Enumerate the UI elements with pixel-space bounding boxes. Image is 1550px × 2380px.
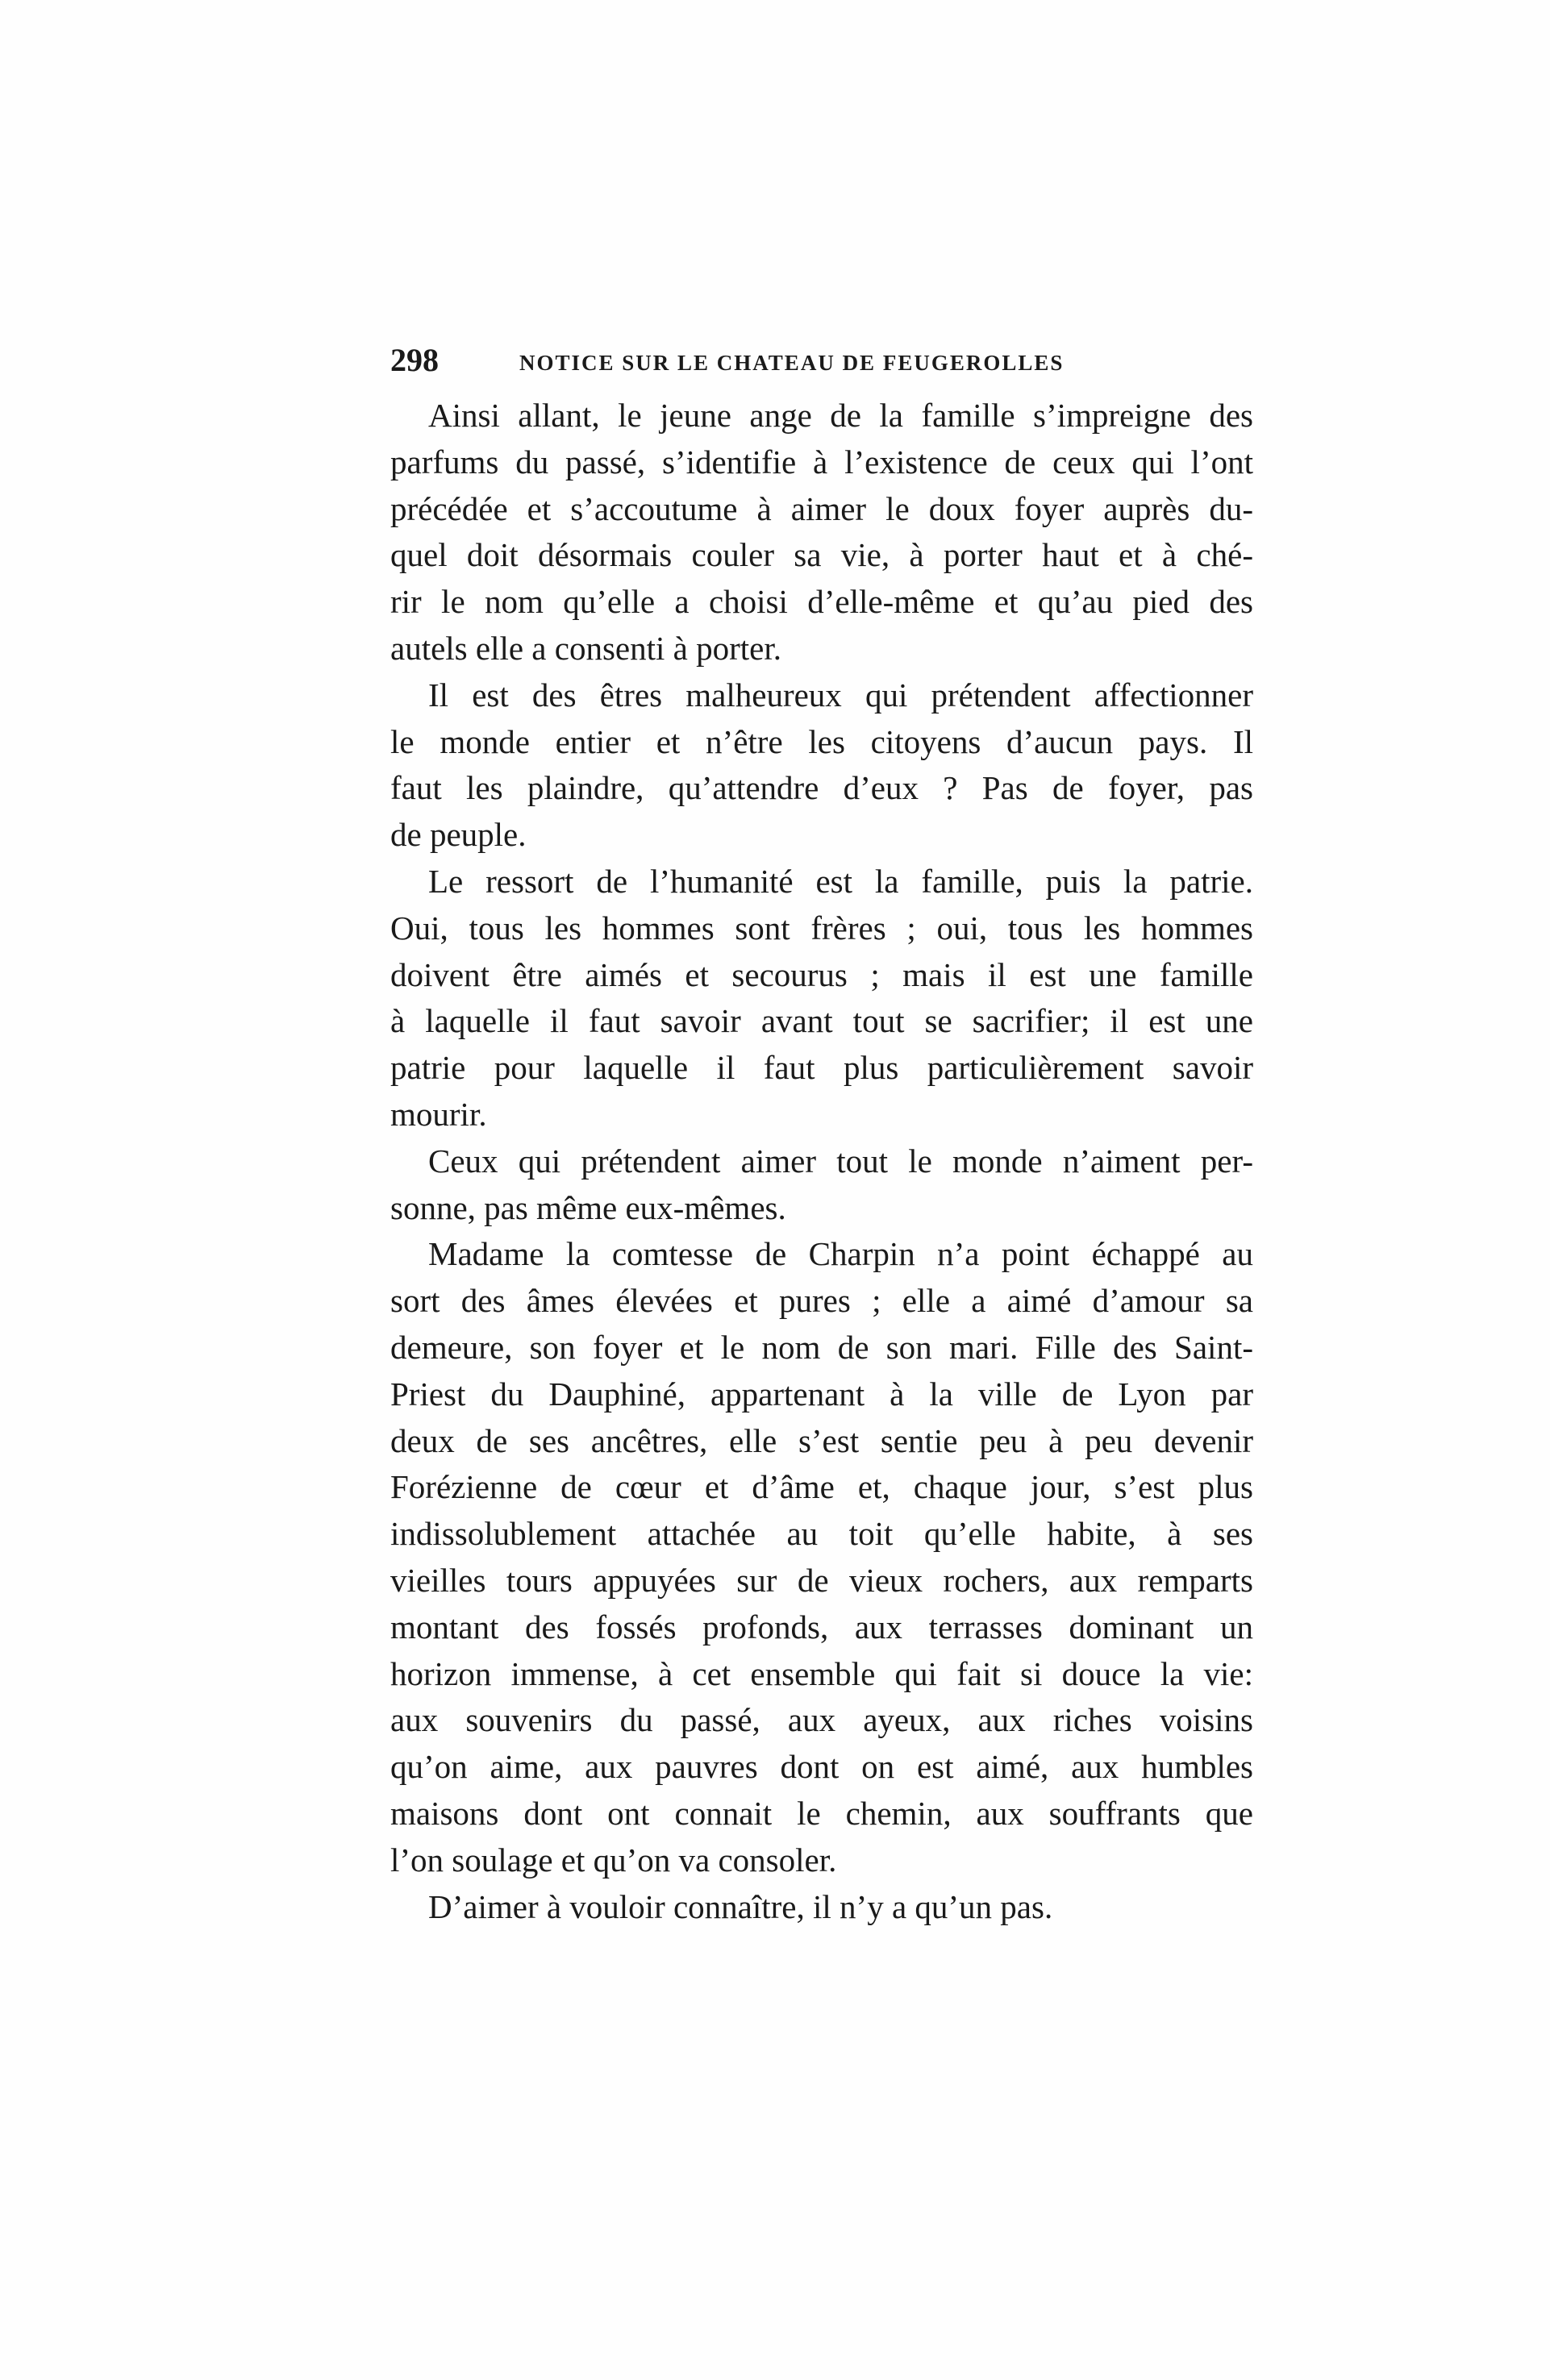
paragraph	[390, 1884, 1253, 1931]
text-line: Forézienne de cœur et d’âme et, chaque jour, s’est plus	[390, 1468, 1253, 1506]
paragraph	[390, 1231, 1253, 1883]
text-line: Oui, tous les hommes sont frères ; oui, tous les hommes	[390, 909, 1253, 947]
text-line: Ainsi allant, le jeune ange de la famille s’impreigne des	[428, 397, 1253, 434]
text-line: Ceux qui prétendent aimer tout le monde n’aiment per-	[428, 1142, 1253, 1180]
text-line: de peuple.	[390, 816, 527, 854]
running-header	[390, 342, 1253, 379]
text-line: mourir.	[390, 1095, 487, 1133]
text-line: deux de ses ancêtres, elle s’est sentie peu à peu devenir	[390, 1421, 1253, 1459]
text-line: Priest du Dauphiné, appartenant à la ville de Lyon par	[390, 1375, 1253, 1413]
text-line: maisons dont ont connait le chemin, aux souffrants que	[390, 1794, 1253, 1832]
text-line: horizon immense, à cet ensemble qui fait si douce la vie:	[390, 1654, 1253, 1692]
text-line: montant des fossés profonds, aux terrasses dominant un	[390, 1608, 1253, 1646]
text-line: doivent être aimés et secourus ; mais il est une famille	[390, 955, 1253, 993]
text-line: faut les plaindre, qu’attendre d’eux ? Pas de foyer, pas	[390, 769, 1253, 807]
text-line: demeure, son foyer et le nom de son mari. Fille des Saint-	[390, 1328, 1253, 1366]
paragraph	[390, 859, 1253, 1138]
text-line: indissolublement attachée au toit qu’elle habite, à ses	[390, 1515, 1253, 1553]
text-line: précédée et s’accoutume à aimer le doux foyer auprès du-	[390, 489, 1253, 527]
text-line: l’on soulage et qu’on va consoler.	[390, 1841, 837, 1879]
text-line: le monde entier et n’être les citoyens d’aucun pays. Il	[390, 722, 1253, 760]
paragraph	[390, 1138, 1253, 1232]
text-line: qu’on aime, aux pauvres dont on est aimé, aux humbles	[390, 1748, 1253, 1786]
text-line: Madame la comtesse de Charpin n’a point échappé au	[428, 1235, 1253, 1273]
text-line: sonne, pas même eux-mêmes.	[390, 1188, 786, 1226]
text-line: aux souvenirs du passé, aux ayeux, aux riches voisins	[390, 1701, 1253, 1739]
page-number: 298	[390, 342, 439, 378]
running-title: NOTICE SUR LE CHATEAU DE FEUGEROLLES	[519, 351, 1065, 375]
text-line: vieilles tours appuyées sur de vieux rochers, aux remparts	[390, 1561, 1253, 1599]
text-line: rir le nom qu’elle a choisi d’elle-même et qu’au pied des	[390, 583, 1253, 621]
text-line: Le ressort de l’humanité est la famille, puis la patrie.	[428, 862, 1253, 900]
text-line: sort des âmes élevées et pures ; elle a aimé d’amour sa	[390, 1282, 1253, 1320]
text-line: autels elle a consenti à porter.	[390, 629, 781, 667]
text-line: D’aimer à vouloir connaître, il n’y a qu’un pas.	[428, 1887, 1053, 1925]
page-body	[390, 393, 1253, 1930]
text-line: à laquelle il faut savoir avant tout se sacrifier; il est une	[390, 1002, 1253, 1040]
text-line: quel doit désormais couler sa vie, à porter haut et à ché-	[390, 536, 1253, 574]
paragraph	[390, 672, 1253, 859]
paragraph	[390, 393, 1253, 672]
text-line: Il est des êtres malheureux qui prétendent affectionner	[428, 676, 1253, 714]
text-line: parfums du passé, s’identifie à l’existence de ceux qui l’ont	[390, 443, 1253, 481]
text-line: patrie pour laquelle il faut plus particulièrement savoir	[390, 1049, 1253, 1087]
